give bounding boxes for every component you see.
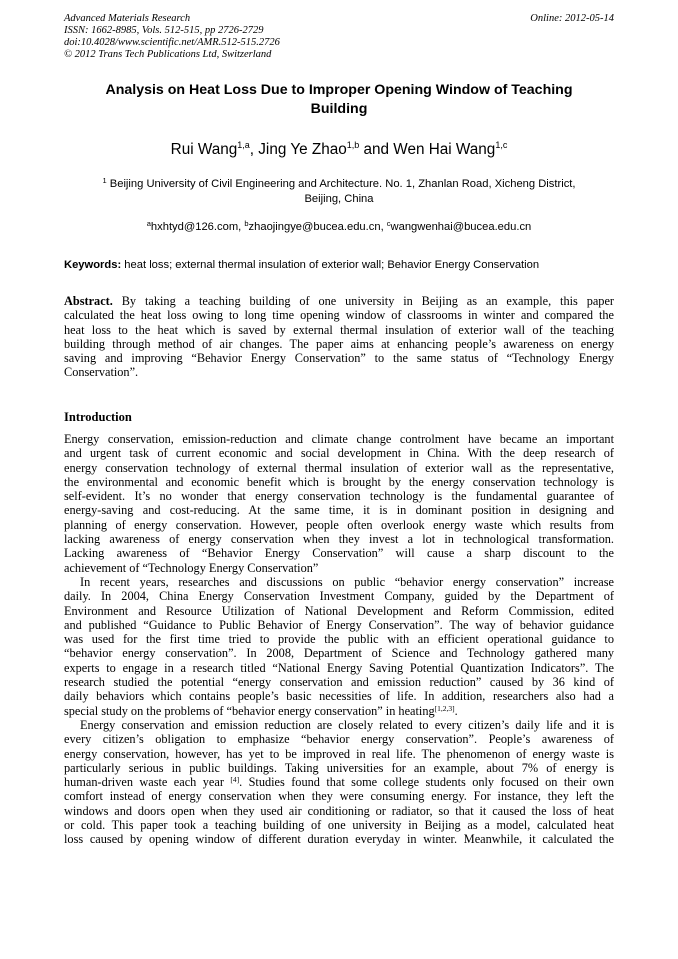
email-mark: b [244,219,249,228]
author-separator: , [249,141,259,158]
paragraph-line: particularly serious in public buildings. Taking universities for an example, about 7% of energy is [64,760,614,775]
email-list [64,220,614,235]
paragraph-line [64,704,614,718]
abstract-line: building through method of air changes. The paper aims at enhancing people’s awareness on energy [64,336,614,351]
author-separator: and [359,141,394,158]
email-address[interactable]: wangwenhai@bucea.edu.cn [390,221,532,233]
abstract-line: calculated the heat loss owing to long time opening window of classrooms in winter and compared the [64,308,614,323]
paragraph-line: Environment and Resource Utilization of National Development and Reform Commission, edited [64,603,614,618]
author-name: Jing Ye Zhao [258,141,347,158]
issn-line: ISSN: 1662-8985, Vols. 512-515, pp 2726-2729 [64,25,264,36]
paragraph-line: and urgent task of current economic and social development in China. With the deep research of [64,446,614,461]
email-mark: a [146,219,151,228]
affiliation [64,177,614,207]
paragraph-line: In recent years, researches and discussions on public “behavior energy conservation” increase [80,574,614,589]
paragraph-line: research studied the potential “energy conservation and emission reduction” caused by 36 kind of [64,675,614,690]
paragraph-line: or cold. This paper took a teaching building of one university in Beijing as a model, calculated heat [64,818,614,833]
paragraph-line-tail: . [454,703,458,718]
introduction-body [64,432,614,847]
paragraph-line-text: human-driven waste each year [64,775,231,790]
email-separator: , [238,221,245,233]
journal-header [64,13,280,61]
online-date [530,13,614,25]
author-name: Rui Wang [170,141,238,158]
email-address[interactable]: hxhtyd@126.com [150,221,239,233]
paragraph-line [64,775,614,789]
title-line-1: Analysis on Heat Loss Due to Improper Opening Window of Teaching [105,82,573,98]
paragraph-line: and published “Guidance to Public Behavior of Energy Conservation”. The way of behavior guidance [64,617,614,632]
paragraph-line: Energy conservation, emission-reduction and climate change controlment have became an important [64,432,614,446]
paragraph-line: windows and doors open when they used air conditioning or radiator, so that it caused the loss of heat [64,803,614,818]
paragraph-line-text: special study on the problems of “behavior energy conservation” in heating [64,703,435,718]
paragraph-line: every citizen’s obligation to emphasize “behavior energy conservation”. People’s awareness of [64,732,614,747]
journal-name: Advanced Materials Research [64,13,191,24]
paragraph-line: Lacking awareness of “Behavior Energy Conservation” will cause a sharp discount to the [64,546,614,561]
paragraph-line: daily. In 2004, China Energy Conservation Investment Company, guided by the Department of [64,589,614,604]
section-heading-introduction: Introduction [64,410,132,424]
email-mark: c [386,219,391,228]
paragraph-line: self-evident. It’s no wonder that energy conservation technology is the fundamental guarantee of [64,489,614,504]
author-affiliation-mark: 1,c [495,140,508,150]
abstract-line: Conservation”. [64,365,139,380]
paragraph-line: experts to engage in a research titled “National Energy Saving Potential Quantization Indicators”. The [64,660,614,675]
abstract-line [64,294,614,308]
keywords [64,258,614,273]
copyright-line: © 2012 Trans Tech Publications Ltd, Switzerland [64,49,272,60]
abstract-line: heat loss to the heat which is saved by external thermal insulation of exterior wall of the teaching [64,322,614,337]
paragraph-line: achievement of “Technology Energy Conservation” [64,560,319,575]
author-affiliation-mark: 1,a [237,140,250,150]
abstract-line-text: By taking a teaching building of one university in Beijing as an example, this paper [112,294,614,308]
paragraph-line: energy-saving and cost-reducing. At the same time, it is in dominant position in designing and [64,503,614,518]
email-address[interactable]: zhaojingye@bucea.edu.cn [248,221,381,233]
abstract-label: Abstract. [64,294,113,308]
paragraph-line: the environmental and economic benefit which is brought by the energy conservation technology is [64,474,614,489]
author-affiliation-mark: 1,b [346,140,360,150]
author-name: Wen Hai Wang [393,141,496,158]
paragraph-line: lacking awareness of energy conservation when they invest a lot in technological transformation. [64,532,614,547]
paragraph-line: planning of energy conservation. However, people often overlook energy waste which results from [64,517,614,532]
keywords-text: heat loss; external thermal insulation of exterior wall; Behavior Energy Conservation [121,259,540,271]
paragraph-line: loss caused by opening window of different duration everyday in winter. Meanwhile, it calculated the [64,832,614,847]
paragraph-line: was used for the first time tried to provide the public with an efficient operational guidance to [64,632,614,647]
paper-title [64,81,614,119]
paragraph-line: “behavior energy conservation”. In 2008, Department of Science and Technology gathered many [64,646,614,661]
paragraph-line: daily behaviors which contains people’s basic necessities of life. In addition, researchers also had a [64,689,614,704]
paragraph-line: Energy conservation and emission reduction are closely related to every citizen’s daily life and it is [80,717,614,732]
affiliation-line-2: Beijing, China [304,193,374,205]
abstract-line: saving and improving “Behavior Energy Conservation” to the same status of “Technology Energy [64,351,614,366]
abstract [64,294,614,380]
paragraph-line: energy conservation technology of external thermal insulation of exterior wall as the representative, [64,460,614,475]
affiliation-text: Beijing University of Civil Engineering and Architecture. No. 1, Zhanlan Road, Xicheng District, [106,178,576,190]
affiliation-mark: 1 [102,176,107,185]
online-date-text: Online: 2012-05-14 [530,13,614,24]
paragraph-line: comfort instead of energy conservation when they were consuming energy. For instance, they left the [64,789,614,804]
doi-line: doi:10.4028/www.scientific.net/AMR.512-515.2726 [64,37,280,48]
title-line-2: Building [310,101,368,117]
citation-ref[interactable]: [4] [230,775,240,785]
affiliation-line-1 [64,177,614,192]
paragraph-line-tail: . Studies found that some college students only focused on their own [239,775,614,790]
citation-ref[interactable]: [1,2,3] [434,703,455,713]
paragraph-line: energy conservation, however, has yet to be improved in real life. The phenomenon of energy waste is [64,746,614,761]
email-separator: , [380,221,387,233]
keywords-label: Keywords: [64,259,122,271]
author-list [64,140,614,160]
